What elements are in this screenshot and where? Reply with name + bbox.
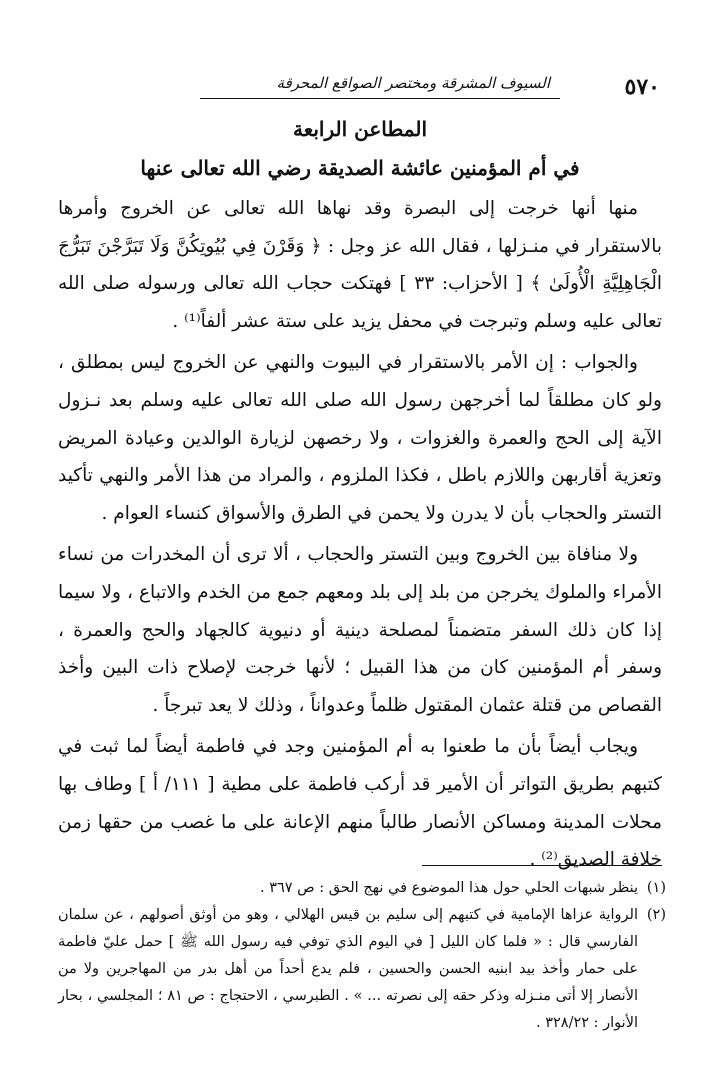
page-header [180,70,660,106]
body-text [58,190,662,883]
paragraph: ويجاب أيضاً بأن ما طعنوا به أم المؤمنين وجد في فاطمة أيضاً لما ثبت في كتبهم بطريق التواتر أن الأمير قد أركب فاطمة على مطية [ ١١١/ أ ] وطاف بها محلات المدينة ومساكن الأنصار طالباً منهم الإعانة على ما غصب من حقها زمن خلافة الصديق⁽²⁾ . [58,736,662,871]
paragraph: ولا منافاة بين الخروج وبين التستر والحجاب ، ألا ترى أن المخدرات من نساء الأمراء والملوك يخرجن من بلد إلى بلد ومعهم جمع من الخدم والاتباع ، ولا سيما إذا كان ذلك السفر متضمناً لمصلحة دينية أو دنيوية كالجهاد والحج والعمرة ، وسفر أم المؤمنين كان من هذا القبيل ؛ لأنها خرجت لإصلاح ذات البين وأخذ القصاص من قتلة عثمان المقتول ظلماً وعدواناً ، وذلك لا يعد تبرجاً . [58,544,662,716]
footnote-mark: (١) [646,880,666,896]
section-title: المطاعن الرابعة [292,117,427,141]
footnote-mark: (٢) [646,907,666,923]
section-subtitle: في أم المؤمنين عائشة الصديقة رضي الله تعالى عنها [140,156,580,180]
paragraph: والجواب : إن الأمر بالاستقرار في البيوت والنهي عن الخروج ليس بمطلق ، ولو كان مطلقاً لما أخرجهن رسول الله صلى الله تعالى عليه وسلم بعد نـزول الآية إلى الحج والعمرة والغزوات ، ولا رخصهن لزيارة الوالدين وعيادة المريض وتعزية أقاربهن واللازم باطل ، فكذا الملزوم ، والمراد من هذا الأمر والنهي تأكيد التستر والحجاب بأن لا يدرن ولا يحمن في الطرق والأسواق كنساء العوام . [58,352,662,524]
footnote-rule [422,865,662,866]
footnote-text: الرواية عزاها الإمامية في كتبهم إلى سليم بن قيس الهلالي ، وهو من أوثق أصولهم ، عن سلمان الفارسي قال : « فلما كان الليل [ في اليوم الذي توفي فيه رسول الله ﷺ ] حمل عليّ فاطمة على حمار وأخذ بيد ابنيه الحسن والحسين ، فلم يدع أحداً من أهل بدر من المهاجرين ولا من الأنصار إلا أتى منـزله وذكر حقه إلى نصرته ... » . الطبرسي ، الاحتجاج : ص ٨١ ؛ المجلسي ، بحار الأنوار : ٣٢٨/٢٢ . [58,907,638,1031]
header-rule [200,98,560,99]
footnote [58,875,666,902]
footnote-text: ينظر شبهات الحلي حول هذا الموضوع في نهج الحق : ص ٣٦٧ . [259,880,638,896]
footnote [58,902,666,1037]
paragraph: منها أنها خرجت إلى البصرة وقد نهاها الله تعالى عن الخروج وأمرها بالاستقرار في منـزلها ، فقال الله عز وجل : ﴿ وَقَرْنَ فِي بُيُوتِكُنَّ وَلَا تَبَرَّجْنَ تَبَرُّجَ الْجَاهِلِيَّةِ الْأُولَىٰ ﴾ [ الأحزاب: ٣٣ ] فهتكت حجاب الله تعالى ورسوله صلى الله تعالى عليه وسلم وتبرجت في محفل يزيد على ستة عشر ألفاً⁽¹⁾ . [58,198,662,332]
running-title: السيوف المشرقة ومختصر الصواقع المحرقة [276,74,550,92]
page-number: ٥٧٠ [624,74,660,100]
footnotes [58,875,666,1037]
section-headings [60,112,660,186]
